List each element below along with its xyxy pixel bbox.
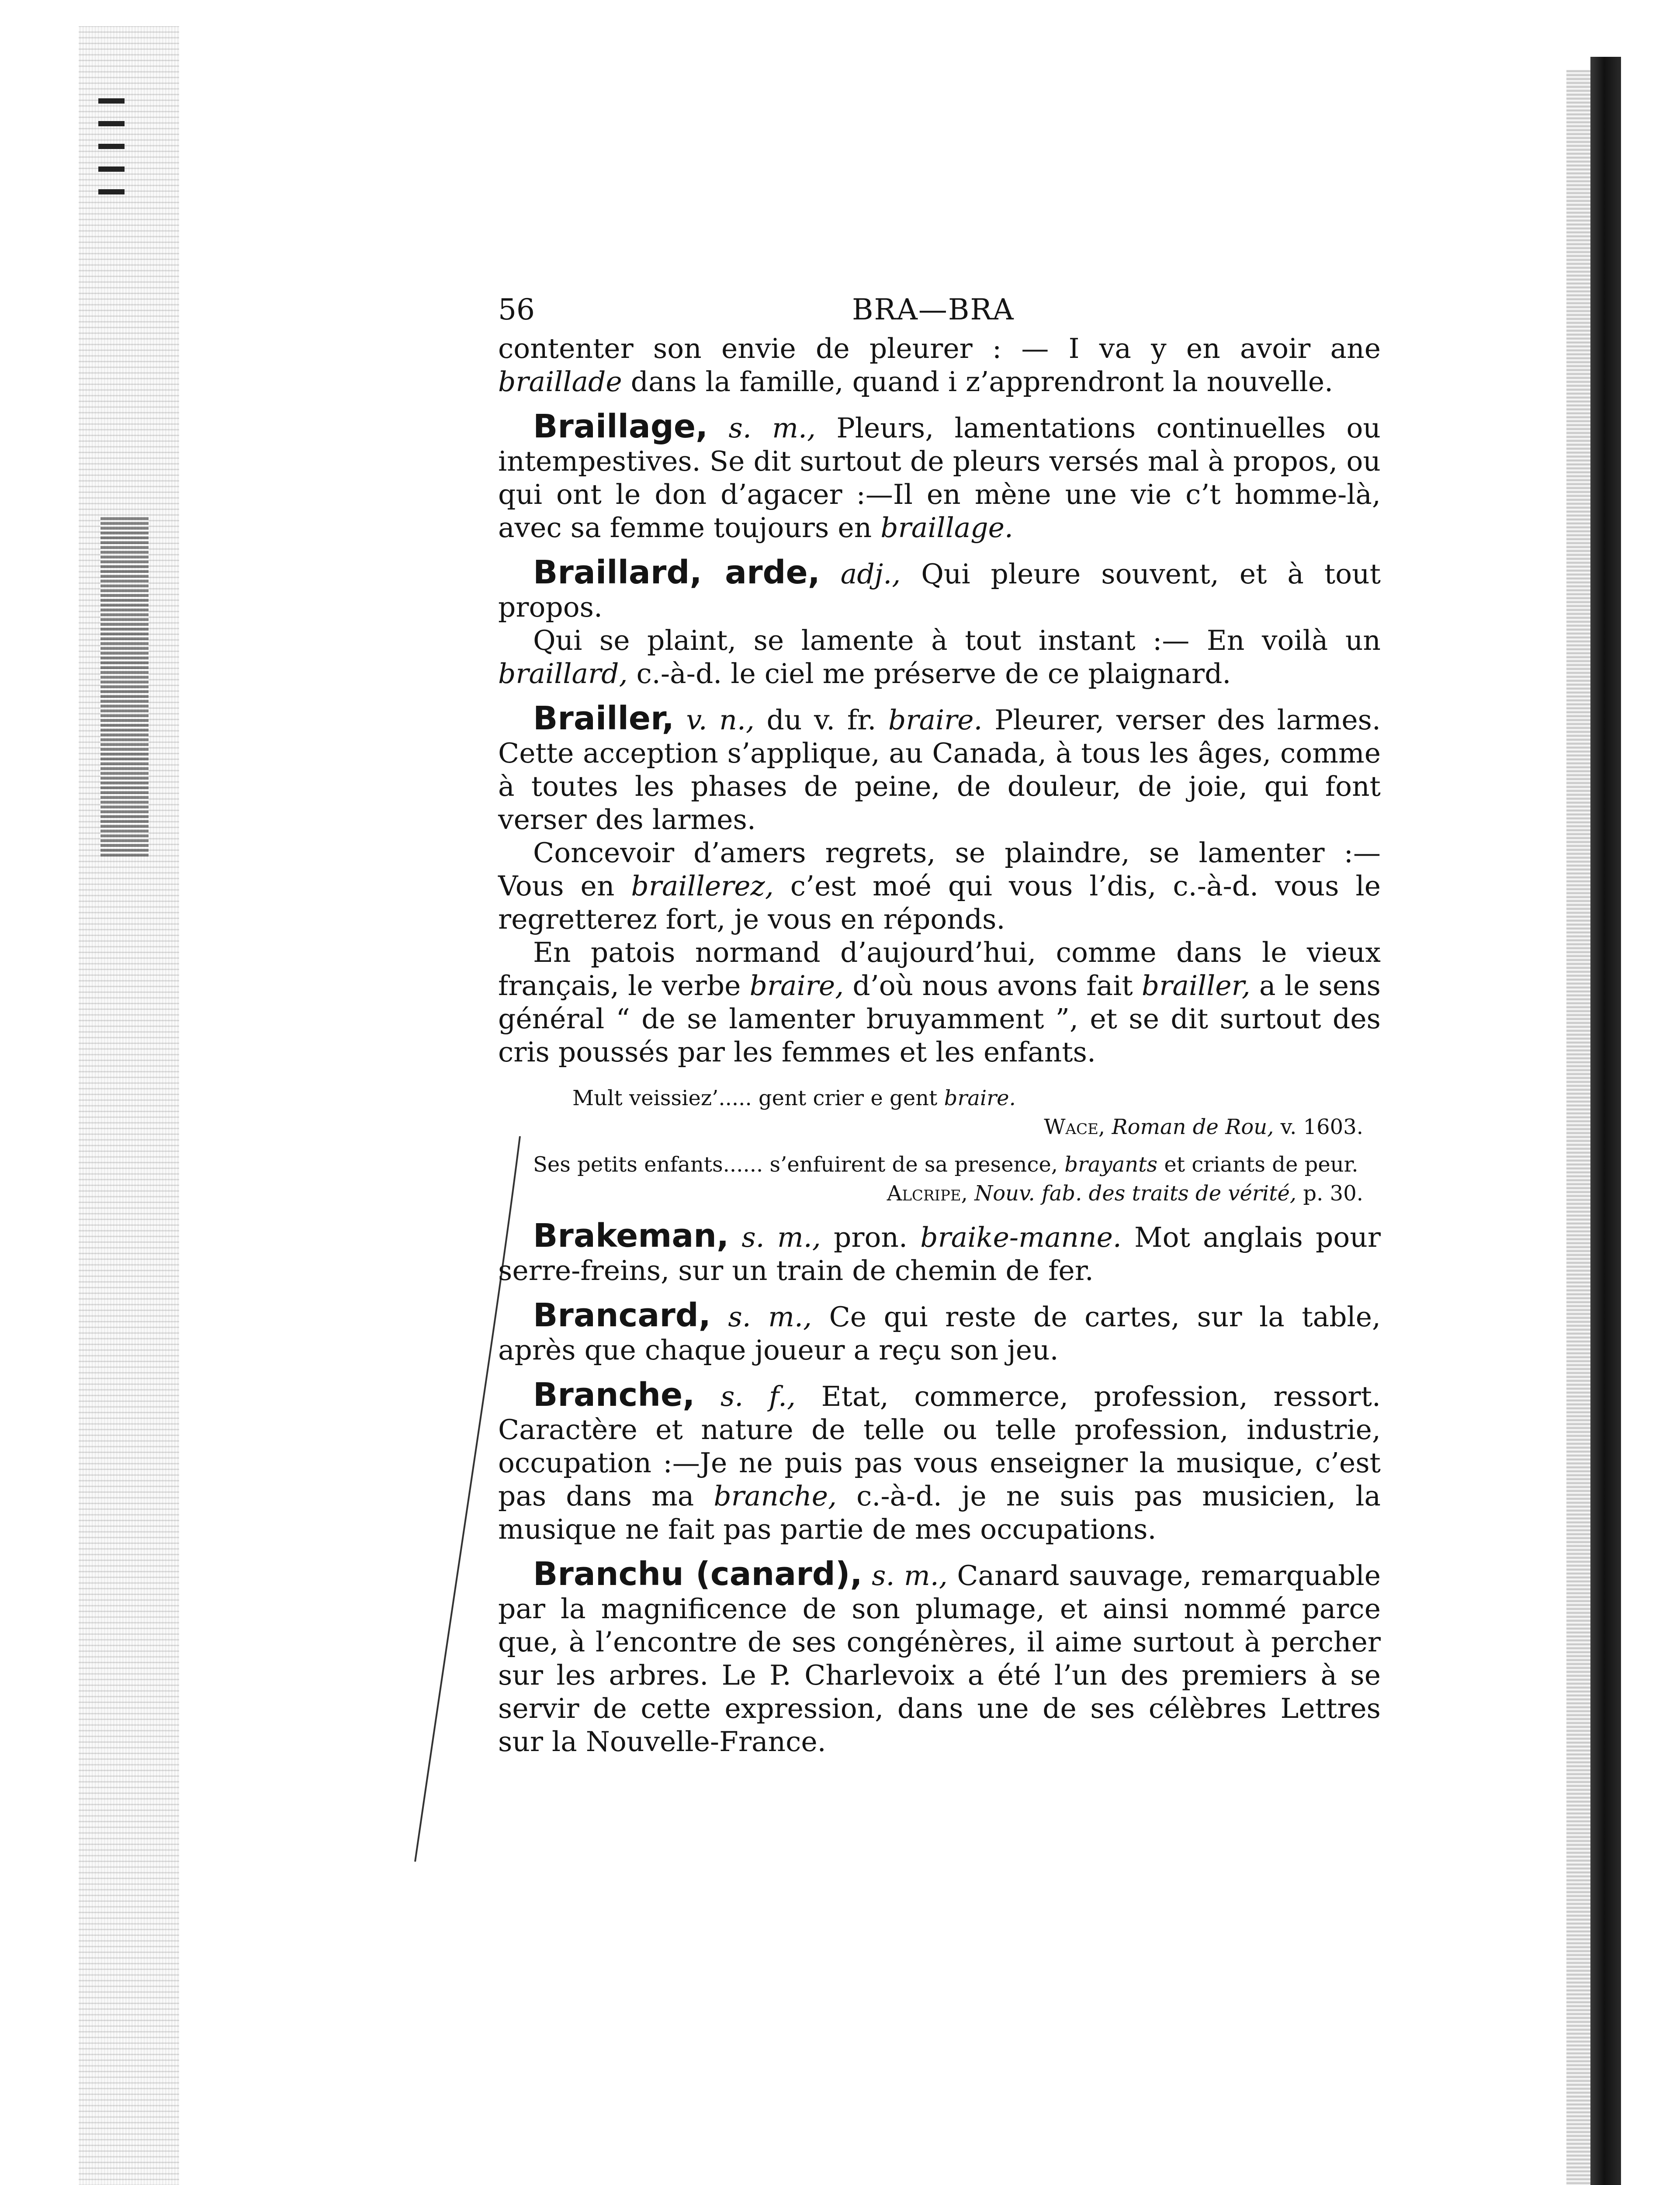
scan-bleed-left (100, 516, 149, 857)
entry-branchu: Branchu (canard), s. m., Canard sauvage, remarquable par la magnificence de son plumage, et ainsi nommé parce que, à l’encontre de ses congénères, il aime surtout à percher sur les arbres. Le P. Charlevoix a été l’un des premiers à se servir de cette expression, dans une de ses célèbres Lettres sur la Nouvelle-France. (498, 1555, 1381, 1758)
entry-brancard: Brancard, s. m., Ce qui reste de cartes, sur la table, après que chaque joueur a reçu son jeu. (498, 1297, 1381, 1366)
entry-braillage: Braillage, s. m., Pleurs, lamentations continuelles ou intempestives. Se dit surtout de pleurs versés mal à propos, ou qui ont le don d’agacer :—Il en mène une vie c’t homme-là, avec sa femme toujours en braillage. (498, 408, 1381, 544)
headword: Brailler, (533, 700, 674, 737)
headword: Braillage, (533, 408, 708, 445)
entry-brailler-etymology: En patois normand d’aujourd’hui, comme dans le vieux français, le verbe braire, d’où nous avons fait brailler, a le sens général “ de se lamenter bruyamment ”, et se dit surtout des cris poussés par les femmes et les enfants. (498, 936, 1381, 1068)
headword: Brakeman, (533, 1217, 729, 1255)
headword: Brancard, (533, 1297, 711, 1334)
entry-branche: Branche, s. f., Etat, commerce, profession, ressort. Caractère et nature de telle ou telle profession, industrie, occupation :—Je ne puis pas vous enseigner la musique, c’est pas dans ma branche, c.-à-d. je ne suis pas musicien, la musique ne fait pas partie de mes occupations. (498, 1376, 1381, 1545)
headword: Braillard, arde, (533, 554, 820, 591)
scan-edge-left (79, 26, 179, 2185)
citation-alcripe: Ses petits enfants...... s’enfuirent de sa presence, brayants et criants de peur. (533, 1152, 1358, 1177)
page-number: 56 (498, 293, 535, 326)
citation-wace-source: Wace, Roman de Rou, v. 1603. (1044, 1115, 1363, 1139)
citation-wace: Mult veissiez’..... gent crier e gent braire. (572, 1086, 1016, 1110)
entry-braillard: Braillard, arde, adj., Qui pleure souvent, et à tout propos. (498, 554, 1381, 623)
entry-brailler: Brailler, v. n., du v. fr. braire. Pleurer, verser des larmes. Cette acception s’applique, au Canada, à tous les âges, comme à toutes les phases de peine, de douleur, de joie, qui font verser des larmes. (498, 700, 1381, 836)
headword: Branchu (canard), (533, 1555, 863, 1593)
entry-braillard-sense-2: Qui se plaint, se lamente à tout instant :— En voilà un braillard, c.-à-d. le ciel me préserve de ce plaignard. (498, 624, 1381, 690)
scan-edge-right (1590, 57, 1621, 2185)
citation-alcripe-source: Alcripe, Nouv. fab. des traits de vérité, p. 30. (887, 1181, 1363, 1206)
intro-continuation: contenter son envie de pleurer : — I va y en avoir ane braillade dans la famille, quand i z’apprendront la nouvelle. (498, 333, 1381, 398)
running-head: BRA—BRA (852, 293, 1015, 326)
scan-tick-marks (98, 98, 125, 212)
page-content (498, 284, 1381, 1758)
scan-shadow-right (1566, 70, 1593, 2185)
entry-brailler-sense-2: Concevoir d’amers regrets, se plaindre, se lamenter :— Vous en braillerez, c’est moé qui vous l’dis, c.-à-d. vous le regretterez fort, je vous en réponds. (498, 837, 1381, 935)
entry-brakeman: Brakeman, s. m., pron. braike-manne. Mot anglais pour serre-freins, sur un train de chemin de fer. (498, 1217, 1381, 1287)
page-header (498, 284, 1381, 332)
headword: Branche, (533, 1376, 695, 1414)
